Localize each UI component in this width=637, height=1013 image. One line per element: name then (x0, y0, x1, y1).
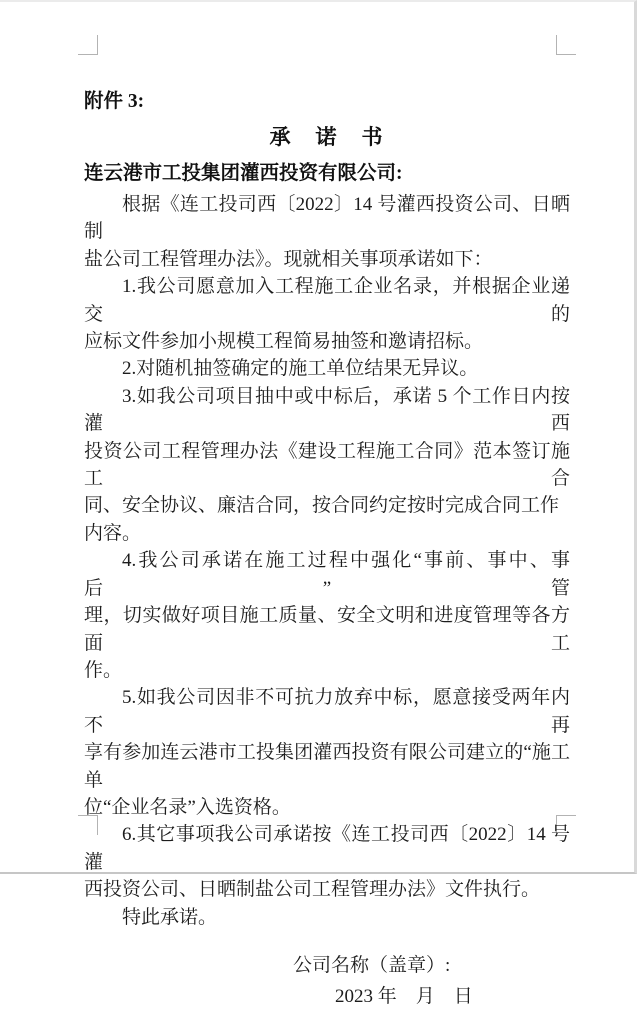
paragraph-line: 理，切实做好项目施工质量、安全文明和进度管理等各方面工 (84, 605, 570, 654)
paragraph-line: 应标文件参加小规模工程简易抽签和邀请招标。 (84, 331, 484, 353)
paragraph-line: 特此承诺。 (122, 906, 218, 928)
signature-date-line: 2023 年 月 日 (335, 985, 473, 1007)
salutation-line: 连云港市工投集团灌西投资有限公司: (84, 163, 403, 184)
signature-company-line: 公司名称（盖章）: (293, 954, 451, 976)
paragraph-line: 盐公司工程管理办法》。现就相关事项承诺如下： (84, 248, 493, 270)
paragraph-line: 西投资公司、日晒制盐公司工程管理办法》文件执行。 (84, 879, 541, 901)
paragraph-line: 5.如我公司因非不可抗力放弃中标，愿意接受两年内不再 (84, 687, 570, 736)
crop-mark-top-left (78, 35, 98, 55)
paragraph-line: 2.对随机抽签确定的施工单位结果无异议。 (122, 358, 479, 380)
paragraph-line: 作。 (84, 659, 123, 681)
crop-mark-top-right (556, 35, 576, 55)
paragraph-line: 4.我公司承诺在施工过程中强化“事前、事中、事后”管 (84, 550, 570, 599)
paragraph-line: 投资公司工程管理办法《建设工程施工合同》范本签订施工合 (84, 440, 570, 490)
paragraph-line: 1.我公司愿意加入工程施工企业名录，并根据企业递交的 (84, 276, 570, 325)
signature-block (84, 951, 570, 1013)
paragraph-line: 3.如我公司项目抽中或中标后，承诺 5 个工作日内按灌西 (84, 385, 570, 435)
page-content (84, 88, 570, 1013)
body-paragraphs (84, 191, 570, 931)
page-title: 承 诺 书 (269, 125, 385, 149)
paragraph-line: 享有参加连云港市工投集团灌西投资有限公司建立的“施工单 (84, 742, 570, 791)
paragraph-line: 6.其它事项我公司承诺按《连工投司西〔2022〕14 号灌 (84, 824, 570, 873)
paragraph-line: 位“企业名录”入选资格。 (84, 796, 291, 818)
paragraph-line: 同、安全协议、廉洁合同，按合同约定按时完成合同工作内容。 (84, 495, 560, 544)
attachment-label: 附件 3: (84, 91, 145, 112)
paragraph-line: 根据《连工投司西〔2022〕14 号灌西投资公司、日晒制 (84, 194, 570, 243)
